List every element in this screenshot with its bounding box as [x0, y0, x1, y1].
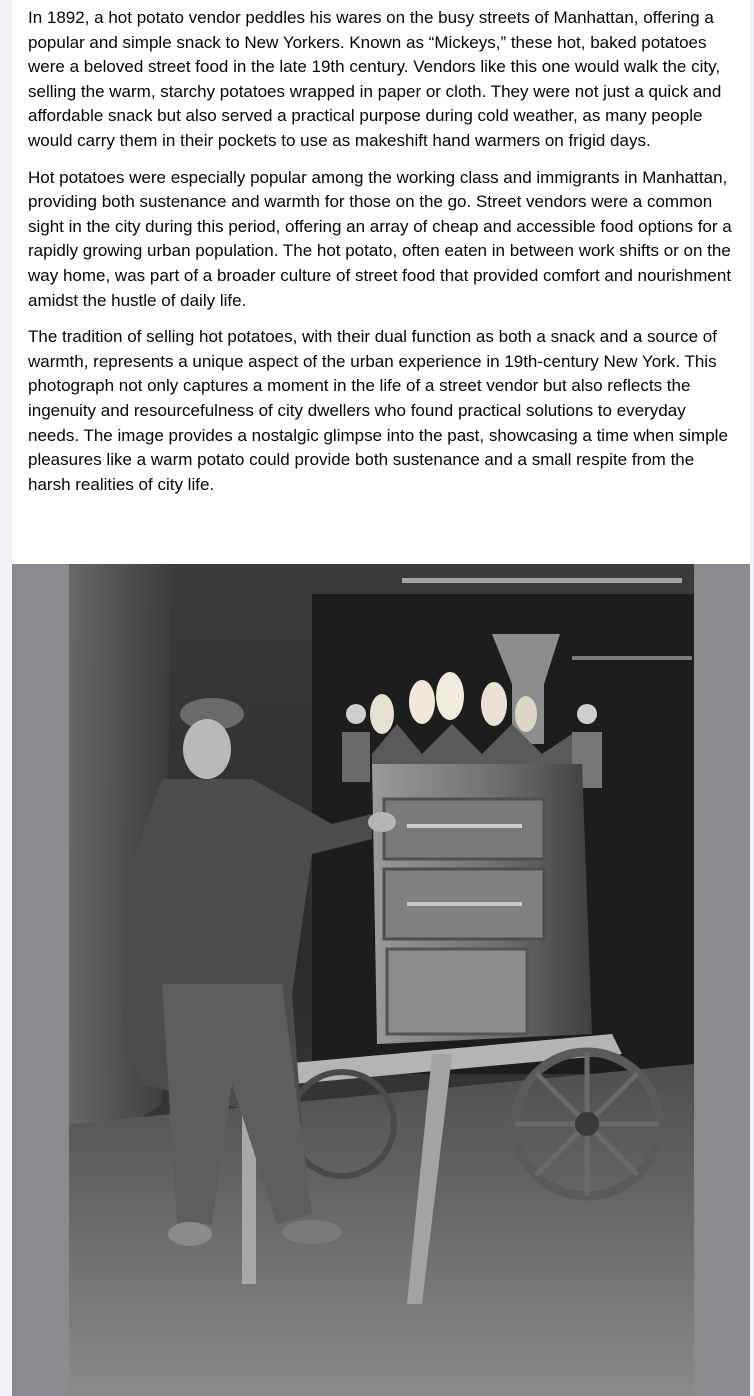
post-photo[interactable]: [12, 564, 750, 1396]
post-text: [12, 0, 750, 497]
post-paragraph-1: In 1892, a hot potato vendor peddles his wares on the busy streets of Manhattan, offering a popular and simple snack to New Yorkers. Known as “Mickeys,” these hot, baked potatoes were a beloved street food in the late 19th century. Vendors like this one would walk the city, selling the warm, starchy potatoes wrapped in paper or cloth. They were not just a quick and affordable snack but also served a practical purpose during cold weather, as many people would carry them in their pockets to use as makeshift hand warmers on frigid days.: [28, 8, 722, 150]
post-paragraph-3: The tradition of selling hot potatoes, with their dual function as both a snack and a source of warmth, represents a unique aspect of the urban experience in 19th-century New York. This photograph not only captures a moment in the life of a street vendor but also reflects the ingenuity and resourcefulness of city dwellers who found practical solutions to everyday needs. The image provides a nostalgic glimpse into the past, showcasing a time when simple pleasures like a warm potato could provide both sustenance and a small respite from the harsh realities of city life.: [28, 327, 728, 494]
post-paragraph-2: Hot potatoes were especially popular among the working class and immigrants in Manhattan, providing both sustenance and warmth for those on the go. Street vendors were a common sight in the city during this period, offering an array of cheap and accessible food options for a rapidly growing urban population. The hot potato, often eaten in between work shifts or on the way home, was part of a broader culture of street food that provided comfort and nourishment amidst the hustle of daily life.: [28, 167, 732, 310]
vendor-photo-illustration: [12, 564, 750, 1396]
post-card: [12, 0, 750, 1396]
